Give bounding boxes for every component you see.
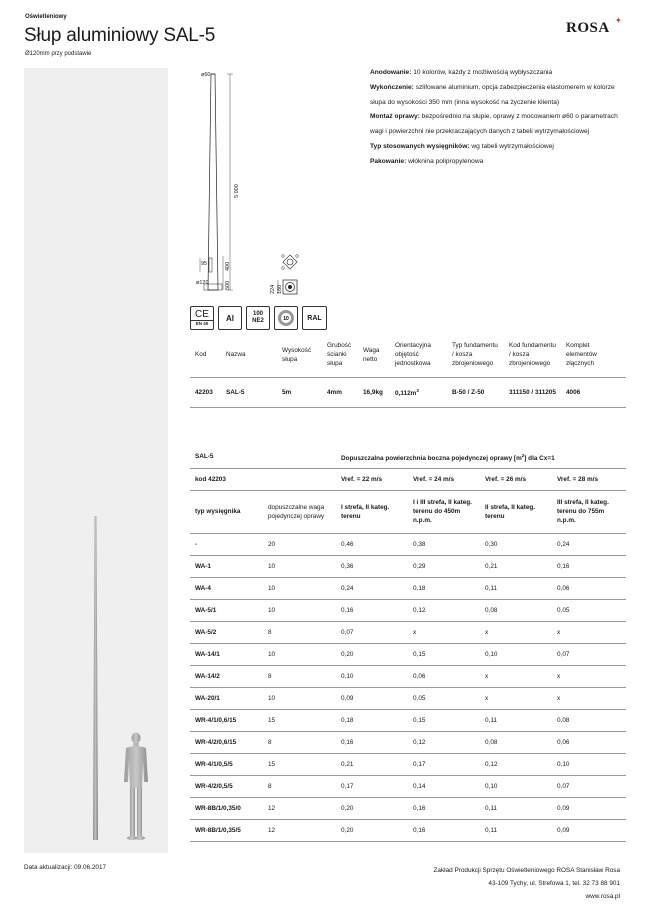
table-cell: 0,08: [480, 599, 552, 621]
spec-header-kod-fundamentu: Kod fundamentu / kosza zbrojeniowego: [504, 333, 561, 377]
table-cell: 0,06: [552, 731, 626, 753]
table-cell: 0,07: [552, 775, 626, 797]
category-label: Oświetleniowy: [25, 14, 67, 20]
table-cell: 0,15: [408, 709, 480, 731]
anchor-plate-detail: [282, 255, 299, 270]
load-header-strefa-1-3: I i III strefa, II kateg. terenu do 450m n.p.m.: [408, 490, 480, 533]
table-cell: WA-5/2: [190, 621, 263, 643]
table-cell: 15: [263, 753, 336, 775]
table-cell: x: [552, 665, 626, 687]
table-cell: 10: [263, 599, 336, 621]
table-cell: x: [480, 665, 552, 687]
load-header-strefa-2: II strefa, II kateg. terenu: [480, 490, 552, 533]
table-cell: 0,38: [408, 533, 480, 555]
pole-scale-illustration: [24, 68, 168, 853]
table-cell: 0,24: [336, 577, 408, 599]
base-diameter-label: ø120: [196, 280, 209, 286]
pole-shape: [93, 516, 98, 840]
table-row: [190, 709, 626, 731]
load-capacity-table: [190, 446, 626, 842]
spec-cell-grubosc: 4mm: [322, 377, 358, 407]
table-cell: 0,12: [480, 753, 552, 775]
company-info: [434, 864, 620, 903]
ral-icon: RAL: [302, 306, 327, 330]
ce-en40-icon: CE EN 40: [190, 306, 214, 330]
load-code: kod 42203: [190, 468, 263, 490]
table-cell: 0,16: [336, 599, 408, 621]
table-cell: 0,07: [336, 621, 408, 643]
table-cell: WR-8B/1/0,35/5: [190, 819, 263, 841]
table-cell: 8: [263, 731, 336, 753]
table-cell: WR-4/2/0,6/15: [190, 731, 263, 753]
table-cell: WA-1: [190, 555, 263, 577]
table-cell: x: [480, 621, 552, 643]
spec-header-kod: Kod: [190, 333, 221, 377]
table-cell: 0,21: [336, 753, 408, 775]
spec-header-typ: Typ fundamentu / kosza zbrojeniowego: [447, 333, 504, 377]
page-title: Słup aluminiowy SAL-5: [24, 25, 216, 46]
table-row: [190, 687, 626, 709]
table-row: [190, 665, 626, 687]
load-product-name: SAL-5: [190, 446, 263, 468]
base-plate-detail: [270, 280, 297, 294]
table-row: [190, 775, 626, 797]
table-row: [190, 555, 626, 577]
table-cell: 0,17: [336, 775, 408, 797]
description-anodizing: Anodowanie: 10 kolorów, każdy z możliwością wybłyszczania: [370, 69, 553, 76]
svg-text:10: 10: [283, 316, 289, 322]
table-cell: 0,14: [408, 775, 480, 797]
update-date: Data aktualizacji: 09.06.2017: [24, 864, 107, 871]
table-row: [190, 577, 626, 599]
table-row: [190, 797, 626, 819]
table-cell: WR-8B/1/0,35/0: [190, 797, 263, 819]
spec-header-row: [190, 333, 626, 377]
load-column-header-row: [190, 490, 626, 533]
table-cell: WA-14/2: [190, 665, 263, 687]
spec-cell-waga: 16,9kg: [358, 377, 390, 407]
table-cell: 10: [263, 643, 336, 665]
ne2-icon: 100 NE2: [246, 306, 270, 330]
table-cell: 0,17: [408, 753, 480, 775]
logo-text: ROSA: [566, 20, 610, 36]
load-header-strefa-1: I strefa, II kateg. terenu: [336, 490, 408, 533]
table-cell: 10: [263, 687, 336, 709]
logo-star-icon: ✦: [615, 16, 622, 25]
spec-cell-kod: 42203: [190, 377, 221, 407]
table-cell: 0,06: [408, 665, 480, 687]
table-cell: 0,46: [336, 533, 408, 555]
table-cell: -: [190, 533, 263, 555]
table-cell: 0,16: [336, 731, 408, 753]
table-row: [190, 731, 626, 753]
spec-header-komplet: Komplet elementów złącznych: [561, 333, 626, 377]
table-cell: 0,07: [552, 643, 626, 665]
table-cell: 0,10: [480, 643, 552, 665]
bolt-spacing-a-label: 224: [270, 284, 276, 294]
table-cell: 0,11: [480, 797, 552, 819]
table-cell: WA-14/1: [190, 643, 263, 665]
spec-header-grubosc: Grubość ścianki słupa: [322, 333, 358, 377]
table-cell: 0,18: [336, 709, 408, 731]
product-description: [370, 66, 625, 170]
height-dimension-label: 5 000: [234, 184, 240, 198]
spec-cell-objetosc: $0,112m^3$: [390, 377, 447, 407]
door-offset-label: 400: [225, 261, 231, 271]
technical-drawing: [190, 66, 330, 302]
table-row: [190, 621, 626, 643]
table-row: [190, 533, 626, 555]
table-cell: 20: [263, 533, 336, 555]
description-finish: Wykończenie: szlifowane aluminium, opcja zabezpieczenia elastomerem w kolorze słupa do wysokości 350 mm (inna wysokość na życzenie klienta): [370, 83, 615, 106]
table-row: [190, 819, 626, 841]
table-cell: 0,09: [552, 797, 626, 819]
table-cell: WA-20/1: [190, 687, 263, 709]
table-cell: 0,08: [480, 731, 552, 753]
bolt-spacing-b-label: 180: [277, 284, 283, 294]
person-silhouette: [124, 733, 148, 841]
vref-28: Vref. = 28 m/s: [552, 468, 626, 490]
table-cell: 0,16: [552, 555, 626, 577]
page-subtitle: Ø120mm przy podstawie: [25, 51, 92, 57]
table-cell: 0,06: [552, 577, 626, 599]
spec-header-wysokosc: Wysokość słupa: [277, 333, 322, 377]
table-cell: 0,11: [480, 819, 552, 841]
table-cell: 0,11: [480, 709, 552, 731]
table-cell: 0,12: [408, 731, 480, 753]
table-cell: 15: [263, 709, 336, 731]
spec-data-row: [190, 377, 626, 407]
spec-header-objetosc: Orientacyjna objętość jednostkowa: [390, 333, 447, 377]
vref-22: Vref. = 22 m/s: [336, 468, 408, 490]
table-cell: 0,21: [480, 555, 552, 577]
rosa-logo: [566, 16, 626, 40]
table-row: [190, 753, 626, 775]
load-title-row: [190, 446, 626, 468]
vref-26: Vref. = 26 m/s: [480, 468, 552, 490]
table-row: [190, 643, 626, 665]
table-cell: WA-4: [190, 577, 263, 599]
table-cell: WR-4/1/0,6/15: [190, 709, 263, 731]
load-description: Dopuszczalna powierzchnia boczna pojedynczej oprawy $[m^2]$ dla Cx=1: [336, 446, 626, 468]
table-cell: 8: [263, 621, 336, 643]
table-cell: 10: [263, 555, 336, 577]
table-cell: 0,30: [480, 533, 552, 555]
spec-cell-kod-fundamentu: 311150 / 311205: [504, 377, 561, 407]
table-cell: 12: [263, 819, 336, 841]
load-vref-row: [190, 468, 626, 490]
table-cell: 0,05: [552, 599, 626, 621]
color-wheel-icon: [274, 306, 298, 330]
table-cell: x: [552, 621, 626, 643]
table-cell: 10: [263, 577, 336, 599]
table-cell: 0,20: [336, 797, 408, 819]
sidebar-illustration: [24, 68, 168, 853]
company-address: 43-109 Tychy, ul. Strefowa 1, tel. 32 73 88 901: [488, 880, 620, 887]
table-cell: 0,18: [408, 577, 480, 599]
table-cell: 0,20: [336, 643, 408, 665]
table-cell: 0,15: [408, 643, 480, 665]
table-cell: 0,08: [552, 709, 626, 731]
table-cell: 0,10: [552, 753, 626, 775]
table-cell: 0,12: [408, 599, 480, 621]
spec-cell-komplet: 4006: [561, 377, 626, 407]
table-cell: 0,09: [336, 687, 408, 709]
table-cell: 0,20: [336, 819, 408, 841]
spec-cell-wysokosc: 5m: [277, 377, 322, 407]
table-cell: x: [480, 687, 552, 709]
specification-table: [190, 333, 626, 408]
table-cell: 8: [263, 775, 336, 797]
table-cell: 0,11: [480, 577, 552, 599]
spec-header-nazwa: Nazwa: [221, 333, 277, 377]
certificate-icons: [190, 306, 327, 330]
description-mounting: Montaż oprawy: bezpośrednio na słupie, oprawy z mocowaniem ø60 o parametrach wagi i powierzchni nie przekraczających danych z tabeli wytrzymałościowej: [370, 113, 618, 136]
pole-outline: [208, 74, 218, 290]
top-diameter-label: ø60: [201, 72, 211, 78]
table-cell: x: [408, 621, 480, 643]
load-table-body: [190, 533, 626, 841]
table-cell: 0,16: [408, 819, 480, 841]
table-cell: 0,10: [336, 665, 408, 687]
base-height-label: 500: [225, 280, 231, 290]
vref-24: Vref. = 24 m/s: [408, 468, 480, 490]
company-website: www.rosa.pl: [585, 893, 620, 900]
table-cell: 0,36: [336, 555, 408, 577]
load-header-waga: dopuszczalne waga pojedynczej oprawy: [263, 490, 336, 533]
description-bracket-type: Typ stosowanych wysięgników: wg tabeli wytrzymałościowej: [370, 142, 554, 150]
table-cell: 0,09: [552, 819, 626, 841]
aluminium-icon: Al: [218, 306, 242, 330]
spec-cell-nazwa: SAL-5: [221, 377, 277, 407]
table-row: [190, 599, 626, 621]
table-cell: 0,10: [480, 775, 552, 797]
table-cell: WR-4/1/0,5/5: [190, 753, 263, 775]
door-height-label: 95: [201, 261, 208, 267]
table-cell: 0,16: [408, 797, 480, 819]
description-packaging: Pakowanie: włóknina polipropylenowa: [370, 157, 484, 165]
table-cell: x: [552, 687, 626, 709]
table-cell: 8: [263, 665, 336, 687]
table-cell: 0,05: [408, 687, 480, 709]
table-cell: WA-5/1: [190, 599, 263, 621]
company-name: Zakład Produkcji Sprzętu Oświetleniowego ROSA Stanisław Rosa: [433, 867, 620, 874]
spec-header-waga: Waga netto: [358, 333, 390, 377]
load-header-strefa-3: III strefa, II kateg. terenu do 755m n.p.m.: [552, 490, 626, 533]
table-cell: 12: [263, 797, 336, 819]
table-cell: WR-4/2/0,5/5: [190, 775, 263, 797]
spec-cell-typ: B-50 / Z-50: [447, 377, 504, 407]
load-header-typ: typ wysięgnika: [190, 490, 263, 533]
door-outline: [209, 258, 212, 272]
table-cell: 0,29: [408, 555, 480, 577]
table-cell: 0,24: [552, 533, 626, 555]
